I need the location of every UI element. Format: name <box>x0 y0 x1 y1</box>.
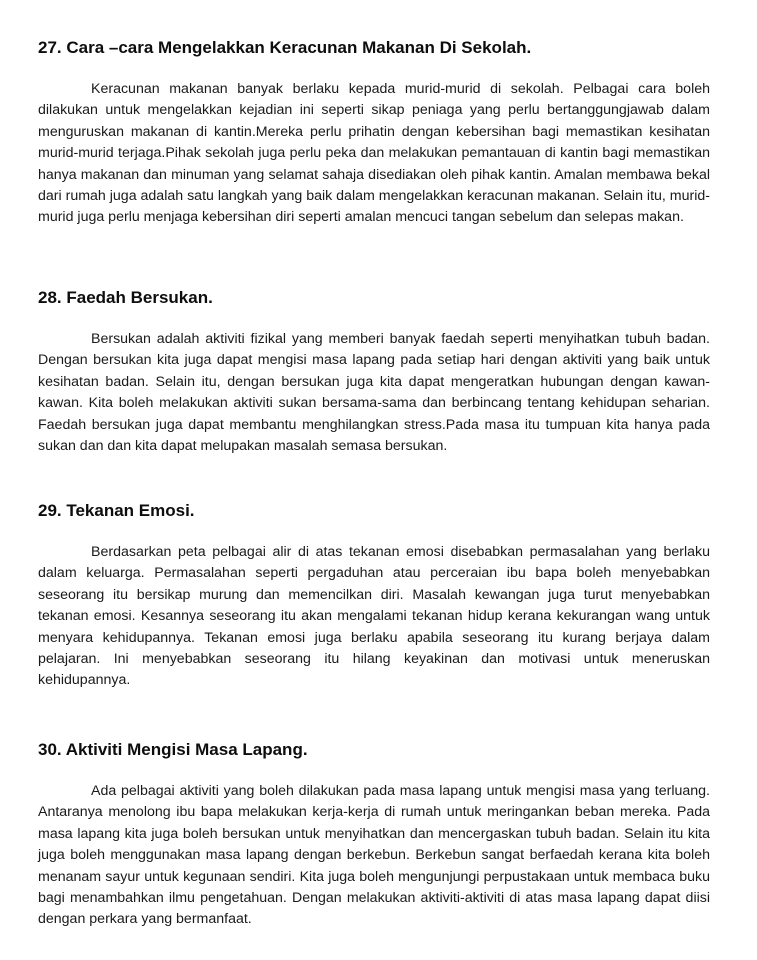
section-heading: 28. Faedah Bersukan. <box>38 288 213 307</box>
section-30 <box>38 739 710 931</box>
section-paragraph: Bersukan adalah aktiviti fizikal yang memberi banyak faedah seperti menyihatkan tubuh badan. Dengan bersukan kita juga dapat mengisi masa lapang pada setiap hari dengan aktiviti yang baik untuk kesihatan badan. Selain itu, dengan bersukan juga kita dapat mengeratkan hubungan dengan kawan-kawan. Kita boleh melakukan aktiviti sukan bersama-sama dan berbincang tentang kehidupan seharian. Faedah bersukan juga dapat membantu menghilangkan stress.Pada masa itu tumpuan kita hanya pada sukan dan dan kita dapat melupakan masalah semasa bersukan. <box>38 331 710 455</box>
section-heading: 27. Cara –cara Mengelakkan Keracunan Makanan Di Sekolah. <box>38 38 532 57</box>
section-heading: 29. Tekanan Emosi. <box>38 501 195 520</box>
section-28 <box>38 287 710 457</box>
section-paragraph: Berdasarkan peta pelbagai alir di atas tekanan emosi disebabkan permasalahan yang berlaku dalam keluarga. Permasalahan seperti pergaduhan atau perceraian ibu bapa boleh menyebabkan seseorang itu bersikap murung dan memencilkan diri. Masalah kewangan juga turut menyebabkan tekanan emosi. Kesannya seseorang itu akan mengalami tekanan hidup kerana kekurangan wang untuk menyara kehidupannya. Tekanan emosi juga berlaku apabila seseorang itu kurang berjaya dalam pelajaran. Ini menyebabkan seseorang itu hilang keyakinan dan motivasi untuk meneruskan kehidupannya. <box>38 544 710 689</box>
section-heading: 30. Aktiviti Mengisi Masa Lapang. <box>38 740 308 759</box>
section-paragraph: Keracunan makanan banyak berlaku kepada murid-murid di sekolah. Pelbagai cara boleh dilakukan untuk mengelakkan kejadian ini seperti sikap peniaga yang perlu bertanggungjawab dalam menguruskan makanan di kantin.Mereka perlu prihatin dengan kebersihan bagi memastikan kesihatan murid-murid terjaga.Pihak sekolah juga perlu peka dan melakukan pemantauan di kantin bagi memastikan hanya makanan dan minuman yang selamat sahaja disediakan oleh pihak kantin. Amalan membawa bekal dari rumah juga adalah satu langkah yang baik dalam mengelakkan keracunan makanan. Selain itu, murid-murid juga perlu menjaga kebersihan diri seperti amalan mencuci tangan sebelum dan selepas makan. <box>38 81 710 226</box>
section-29 <box>38 500 710 692</box>
section-27 <box>38 37 710 229</box>
section-paragraph: Ada pelbagai aktiviti yang boleh dilakukan pada masa lapang untuk mengisi masa yang terluang. Antaranya menolong ibu bapa melakukan kerja-kerja di rumah untuk meringankan beban mereka. Pada masa lapang kita juga boleh bersukan untuk menyihatkan dan mencergaskan tubuh badan. Selain itu kita juga boleh menggunakan masa lapang dengan berkebun. Berkebun sangat berfaedah kerana kita boleh menanam sayur untuk kegunaan sendiri. Kita juga boleh mengunjungi perpustakaan untuk membaca buku bagi menambahkan ilmu pengetahuan. Dengan melakukan aktiviti-aktiviti di atas masa lapang dapat diisi dengan perkara yang bermanfaat. <box>38 783 710 928</box>
